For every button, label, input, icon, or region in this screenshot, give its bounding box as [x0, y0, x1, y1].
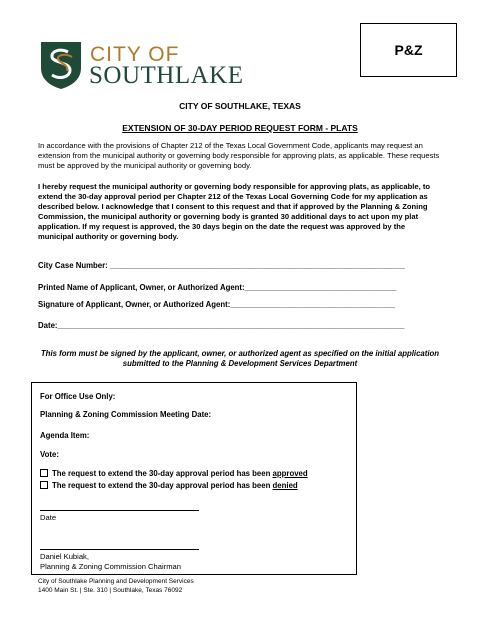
chairman-name: Daniel Kubiak, [40, 552, 89, 561]
approved-word: approved [272, 469, 308, 478]
denied-prefix: The request to extend the 30-day approval period has been [52, 481, 273, 490]
city-logo [38, 40, 258, 90]
office-use-box [31, 382, 357, 575]
vote-label: Vote: [40, 450, 59, 459]
printed-name-field[interactable]: Printed Name of Applicant, Owner, or Authorized Agent:___________________________________ [38, 283, 397, 292]
agenda-item-label: Agenda Item: [40, 431, 90, 440]
date-signature-line[interactable] [40, 510, 199, 511]
logo-city-of: CITY OF [90, 43, 180, 66]
checkbox-denied[interactable] [40, 481, 48, 489]
date-field[interactable]: Date:________________________________________________________________________________ [38, 321, 405, 330]
signature-field[interactable]: Signature of Applicant, Owner, or Authorized Agent:______________________________________ [38, 300, 396, 309]
case-number-field[interactable]: City Case Number: ____________________________________________________________________ [38, 261, 405, 270]
chairman-title: Planning & Zoning Commission Chairman [40, 562, 181, 571]
denied-option[interactable] [40, 481, 298, 490]
chairman-signature-line[interactable] [40, 549, 199, 550]
footer-address: 1400 Main St. | Ste. 310 | Southlake, Texas 76092 [38, 587, 183, 594]
approved-option[interactable] [40, 469, 308, 478]
form-title: EXTENSION OF 30-DAY PERIOD REQUEST FORM - PLATS [122, 123, 358, 133]
signature-note: This form must be signed by the applicant, owner, or authorized agent as specified on the initial application submitted to the Planning & Development Services Department [40, 349, 440, 368]
office-heading: For Office Use Only: [40, 392, 116, 401]
logo-southlake: SOUTHLAKE [89, 62, 244, 89]
org-heading: CITY OF SOUTHLAKE, TEXAS [179, 101, 301, 111]
denied-word: denied [272, 481, 298, 490]
meeting-date-label: Planning & Zoning Commission Meeting Date: [40, 410, 212, 419]
request-paragraph: I hereby request the municipal authority or governing body responsible for approving plats, as applicable, to extend the 30-day approval period per Chapter 212 of the Texas Local Governing Code for my application as described below. I acknowledge that I consent to this request and that if approved by the Planning & Zoning Commission, the municipal authority or governing body is granted 30 additional days to act upon my plat application. If my request is approved, the 30 days begin on the date the request was approved by the municipal authority or governing body. [38, 182, 430, 241]
approved-prefix: The request to extend the 30-day approval period has been [52, 469, 273, 478]
checkbox-approved[interactable] [40, 469, 48, 477]
city-shield-icon [38, 40, 84, 90]
intro-paragraph: In accordance with the provisions of Chapter 212 of the Texas Local Government Code, applicants may request an extension from the municipal authority or governing body responsible for approving plats, as applicable. These requests must be approved by the municipal authority or governing body. [38, 141, 440, 170]
pz-badge: P&Z [360, 23, 457, 77]
footer-department: City of Southlake Planning and Development Services [38, 578, 194, 585]
date-caption: Date [40, 513, 57, 522]
